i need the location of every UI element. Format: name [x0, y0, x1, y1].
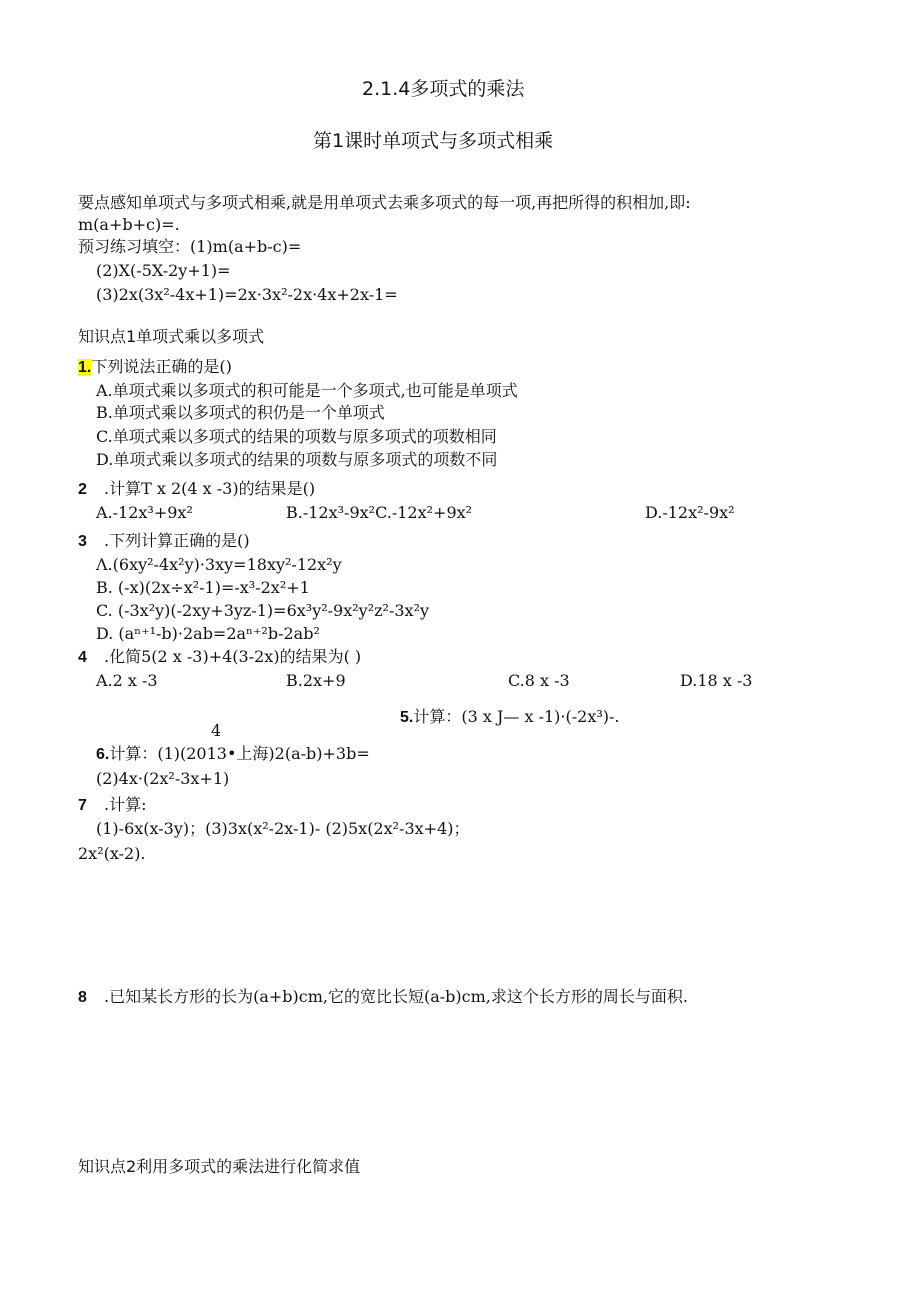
- q3-option-a: Λ.(6xy²-4x²y)·3xy=18xy²-12x²y: [96, 555, 342, 574]
- question-number: 4: [78, 649, 87, 666]
- q7-part-continued: 2x²(x-2).: [78, 844, 146, 863]
- question-number: 2: [78, 481, 87, 498]
- practice-item-3: (3)2x(3x²-4x+1)=2x·3x²-2x·4x+2x-1=: [96, 285, 398, 304]
- question-stem: .已知某长方形的长为(a+b)cm,它的宽比长短(a-b)cm,求这个长方形的周长与面积.: [104, 987, 688, 1006]
- question-3: [78, 530, 250, 553]
- q3-option-d: D. (aⁿ⁺¹-b)·2ab=2aⁿ⁺²b-2ab²: [96, 624, 320, 643]
- question-4: [78, 646, 361, 669]
- page-title: 2.1.4多项式的乘法: [362, 78, 525, 100]
- question-number: 8: [78, 989, 87, 1006]
- question-number: 5.: [400, 709, 414, 726]
- question-stem: 计算：(1)(2013•上海)2(a-b)+3b=: [109, 744, 370, 763]
- question-number: 7: [78, 797, 87, 814]
- section-title-1: 知识点1单项式乘以多项式: [78, 327, 265, 346]
- q2-option-d: D.-12x²-9x²: [645, 503, 735, 522]
- q4-option-a: A.2 x -3: [96, 671, 158, 690]
- question-number: 1.: [78, 359, 92, 376]
- q7-parts: (1)-6x(x-3y)；(3)3x(x²-2x-1)- (2)5x(2x²-3x+4)；: [96, 819, 470, 838]
- q1-option-c: C.单项式乘以多项式的结果的项数与原多项式的项数相同: [96, 427, 497, 446]
- q2-option-a: A.-12x³+9x²: [96, 503, 193, 522]
- question-stem: 下列说法正确的是(): [91, 357, 232, 376]
- question-1: [78, 356, 232, 379]
- lesson-subtitle: 第1课时单项式与多项式相乘: [313, 130, 554, 152]
- q5-fraction-denominator: 4: [211, 721, 222, 740]
- question-stem: .下列计算正确的是(): [104, 531, 250, 550]
- question-6: [96, 743, 370, 766]
- practice-item-2: (2)X(-5X-2y+1)=: [96, 261, 231, 280]
- q2-option-bc: B.-12x³-9x²C.-12x²+9x²: [286, 503, 473, 522]
- question-7: [78, 794, 146, 817]
- question-number: 6.: [96, 746, 110, 763]
- question-stem: .计算T x 2(4 x -3)的结果是(): [104, 479, 316, 498]
- question-stem: .化简5(2 x -3)+4(3-2x)的结果为( ): [104, 647, 362, 666]
- q4-option-c: C.8 x -3: [508, 671, 570, 690]
- question-5: [400, 706, 620, 729]
- section-title-2: 知识点2利用多项式的乘法进行化简求值: [78, 1157, 361, 1176]
- question-stem: 计算：(3 x J— x -1)·(-2x³)-.: [413, 707, 620, 726]
- question-stem: .计算:: [104, 795, 147, 814]
- q4-option-d: D.18 x -3: [680, 671, 753, 690]
- q3-option-b: B. (-x)(2x÷x²-1)=-x³-2x²+1: [96, 578, 310, 597]
- practice-item-1: 预习练习填空：(1)m(a+b-c)=: [78, 237, 302, 256]
- q1-option-d: D.单项式乘以多项式的结果的项数与原多项式的项数不同: [96, 450, 498, 469]
- q6-part-2: (2)4x·(2x²-3x+1): [96, 769, 230, 788]
- q4-option-b: B.2x+9: [286, 671, 346, 690]
- q1-option-b: B.单项式乘以多项式的积仍是一个单项式: [96, 403, 385, 422]
- question-2: [78, 478, 315, 501]
- q1-option-a: A.单项式乘以多项式的积可能是一个多项式,也可能是单项式: [96, 381, 518, 400]
- key-point-text: 要点感知单项式与多项式相乘,就是用单项式去乘多项式的每一项,再把所得的积相加,即:: [78, 193, 691, 212]
- question-number: 3: [78, 533, 87, 550]
- key-point-formula: m(a+b+c)=.: [78, 215, 180, 234]
- question-8: [78, 986, 688, 1009]
- q3-option-c: C. (-3x²y)(-2xy+3yz-1)=6x³y²-9x²y²z²-3x²y: [96, 601, 430, 620]
